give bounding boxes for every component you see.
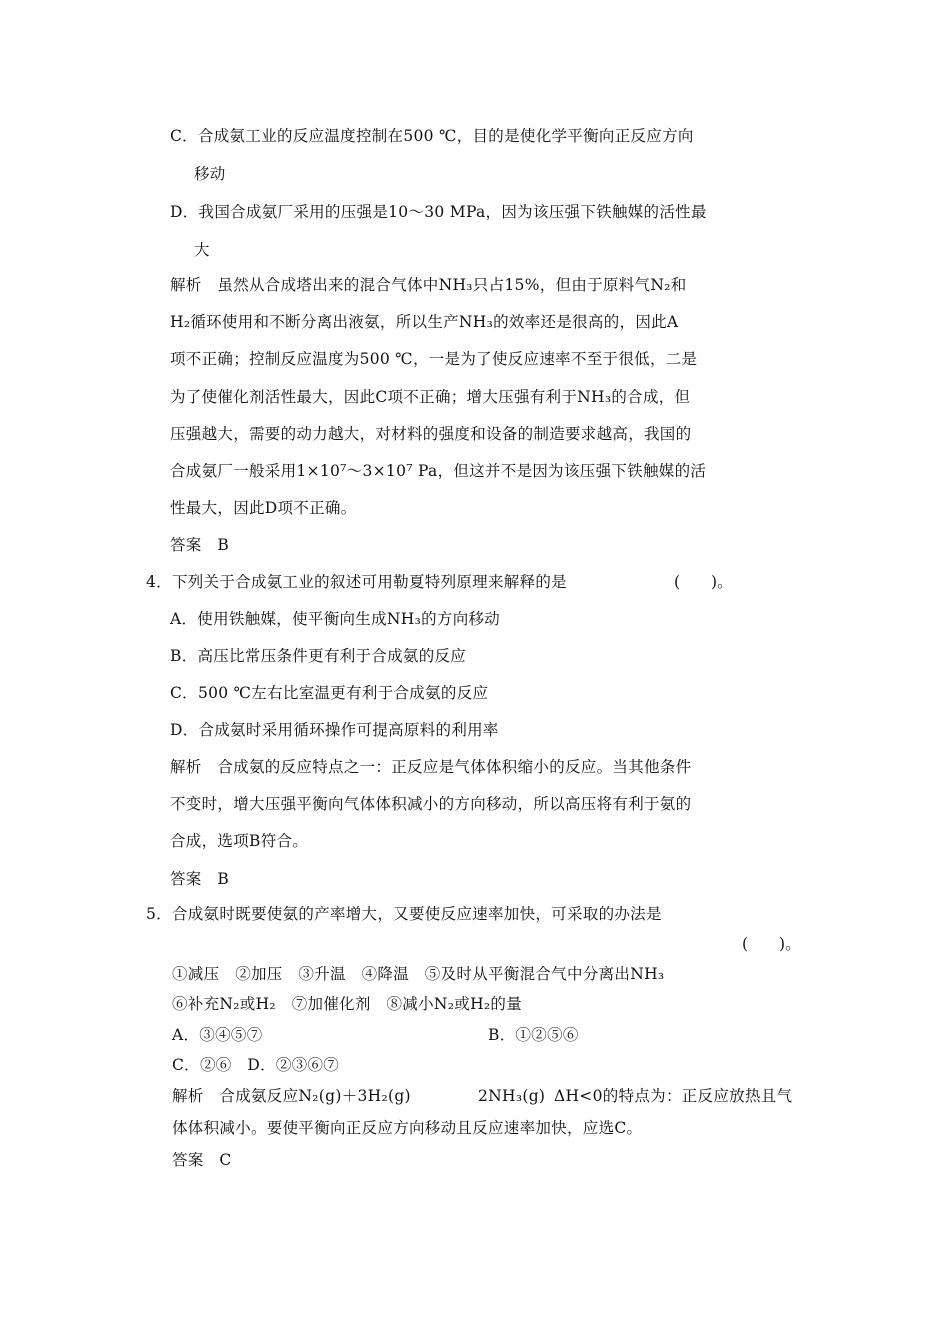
q3-analysis-line: H₂循环使用和不断分离出液氨，所以生产NH₃的效率还是很高的，因此A — [170, 313, 679, 331]
q4-option-b: B．高压比常压条件更有利于合成氨的反应 — [170, 647, 467, 665]
q5-option-c-d: C．②⑥ D．②③⑥⑦ — [172, 1056, 340, 1074]
q3-analysis-line: 项不正确；控制反应温度为500 ℃，一是为了使反应速率不至于很低，二是 — [170, 350, 698, 368]
q3-analysis-line: 性最大，因此D项不正确。 — [170, 499, 357, 517]
q5-analysis-line2: 体体积减小。要使平衡向正反应方向移动且反应速率加快，应选C。 — [172, 1119, 643, 1137]
q4-option-d: D．合成氨时采用循环操作可提高原料的利用率 — [170, 721, 499, 739]
q5-answer: 答案 C — [172, 1151, 232, 1169]
q5-choices-line1: ①减压 ②加压 ③升温 ④降温 ⑤及时从平衡混合气中分离出NH₃ — [172, 965, 665, 983]
q3-option-d-line1: D．我国合成氨厂采用的压强是10～30 MPa，因为该压强下铁触媒的活性最 — [170, 203, 707, 221]
q5-analysis-reactants: 解析 合成氨反应N₂(g)＋3H₂(g) — [172, 1087, 411, 1105]
q3-analysis-line: 压强越大，需要的动力越大，对材料的强度和设备的制造要求越高，我国的 — [170, 425, 692, 443]
q3-analysis-line: 合成氨厂一般采用1×10⁷～3×10⁷ Pa，但这并不是因为该压强下铁触媒的活 — [170, 462, 707, 480]
q5-answer-blank: ( )。 — [742, 935, 801, 953]
q4-analysis-line: 解析 合成氨的反应特点之一：正反应是气体体积缩小的反应。当其他条件 — [170, 758, 692, 776]
q4-answer-blank: ( )。 — [674, 573, 733, 591]
q4-analysis-line: 合成，选项B符合。 — [170, 832, 309, 850]
q4-analysis-line: 不变时，增大压强平衡向气体体积减小的方向移动，所以高压将有利于氨的 — [170, 795, 692, 813]
q5-option-a: A．③④⑤⑦ — [172, 1026, 263, 1044]
q4-answer: 答案 B — [170, 870, 230, 888]
q5-choices-line2: ⑥补充N₂或H₂ ⑦加催化剂 ⑧减小N₂或H₂的量 — [172, 995, 523, 1013]
q4-option-c: C．500 ℃左右比室温更有利于合成氨的反应 — [170, 684, 489, 702]
q3-answer: 答案 B — [170, 536, 230, 554]
q5-stem: 5．合成氨时既要使氨的产率增大，又要使反应速率加快，可采取的办法是 — [146, 905, 662, 923]
q4-option-a: A．使用铁触媒，使平衡向生成NH₃的方向移动 — [170, 610, 501, 628]
q3-option-d-line2: 大 — [194, 241, 210, 259]
q3-analysis-line: 为了使催化剂活性最大，因此C项不正确；增大压强有利于NH₃的合成，但 — [170, 388, 691, 406]
q3-option-c-line1: C．合成氨工业的反应温度控制在500 ℃，目的是使化学平衡向正反应方向 — [170, 127, 694, 145]
q5-analysis-products: 2NH₃(g) — [478, 1087, 546, 1105]
q3-analysis-line: 解析 虽然从合成塔出来的混合气体中NH₃只占15%，但由于原料气N₂和 — [170, 276, 687, 294]
q5-analysis-rest: ΔH<0的特点为：正反应放热且气 — [554, 1087, 793, 1105]
q4-stem: 4．下列关于合成氨工业的叙述可用勒夏特列原理来解释的是 — [146, 573, 567, 591]
q3-option-c-line2: 移动 — [194, 165, 226, 183]
q5-option-b: B．①②⑤⑥ — [488, 1026, 579, 1044]
